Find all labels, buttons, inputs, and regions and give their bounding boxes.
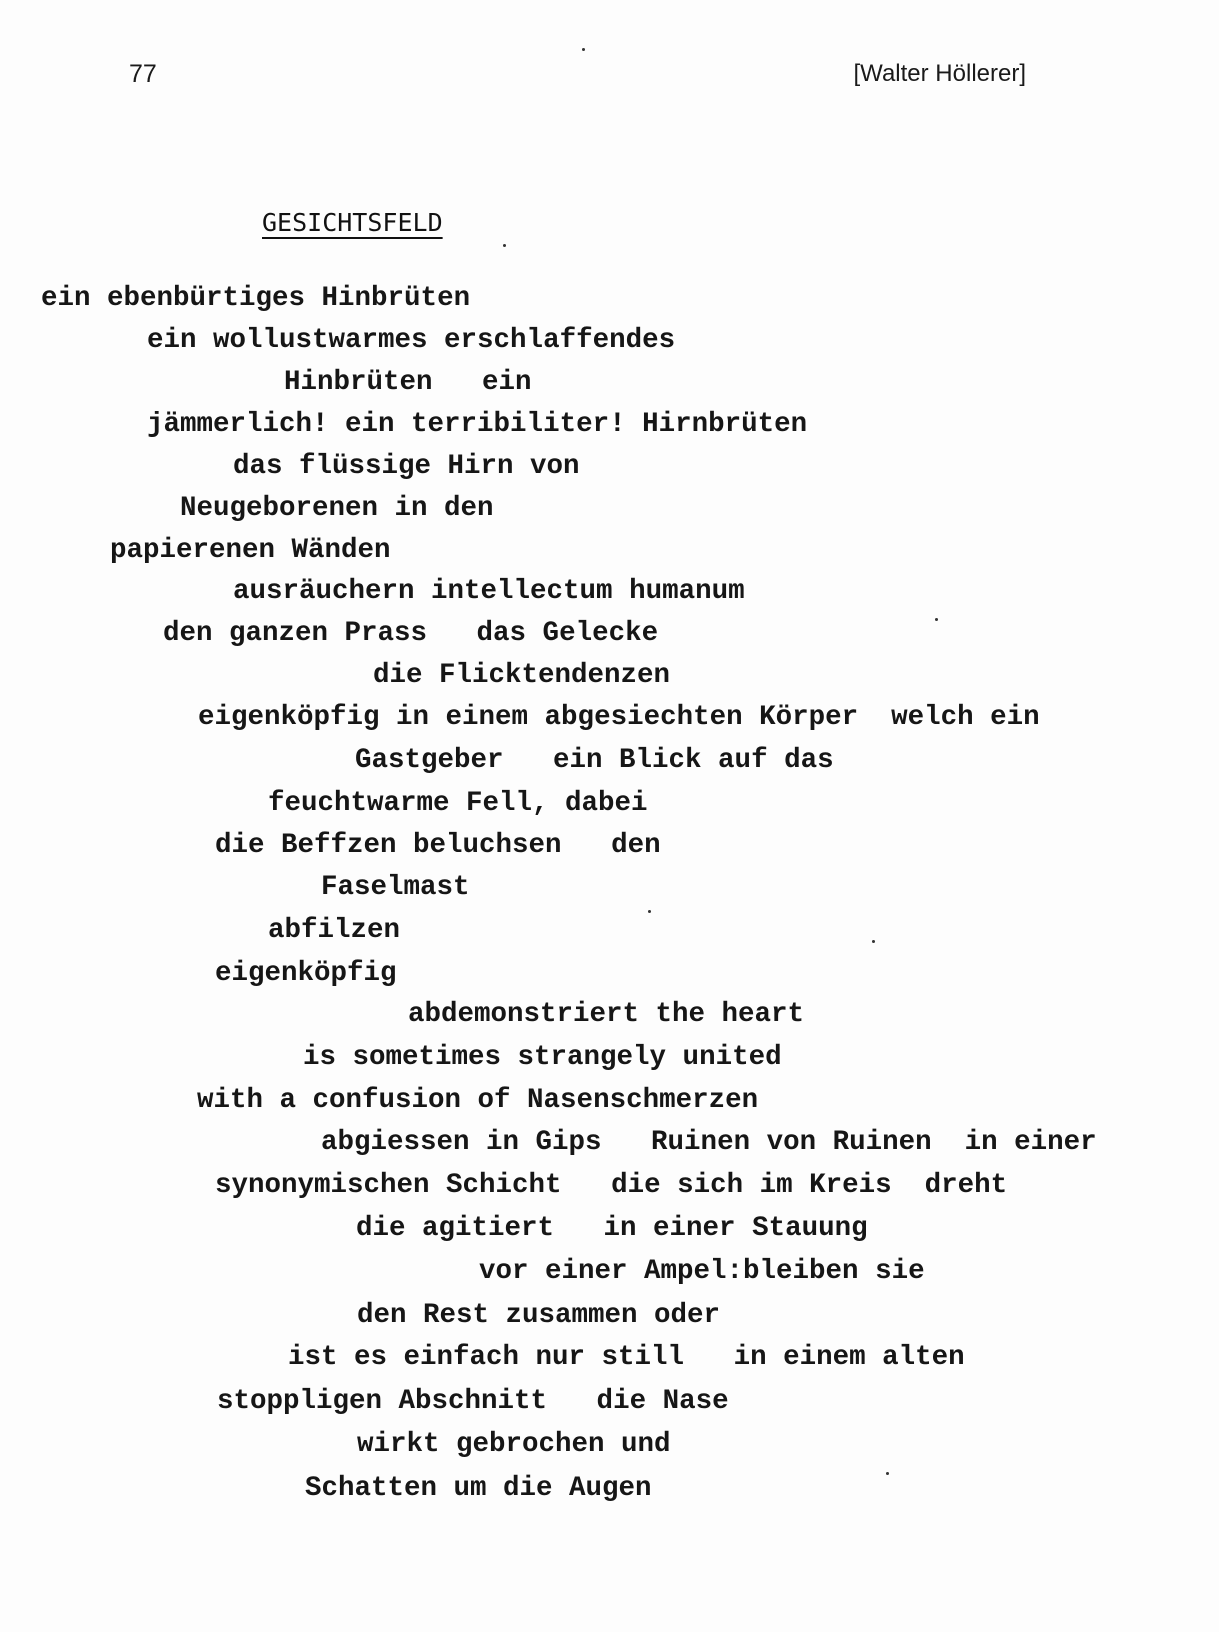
verse-line: das flüssige Hirn von xyxy=(233,451,580,482)
verse-line: die agitiert in einer Stauung xyxy=(356,1213,868,1244)
verse-line: is sometimes strangely united xyxy=(303,1042,782,1073)
verse-line: Hinbrüten ein xyxy=(284,367,532,398)
scan-speck xyxy=(886,1472,889,1475)
verse-line: die Beffzen beluchsen den xyxy=(215,830,661,861)
verse-line: den Rest zusammen oder xyxy=(357,1300,721,1331)
verse-line: ist es einfach nur still in einem alten xyxy=(288,1342,965,1373)
verse-line: wirkt gebrochen und xyxy=(357,1429,671,1460)
poem-title: GESICHTSFELD xyxy=(262,208,443,237)
verse-line: die Flicktendenzen xyxy=(373,660,671,691)
verse-line: jämmerlich! ein terribiliter! Hirnbrüten xyxy=(147,409,808,440)
verse-line: eigenköpfig in einem abgesiechten Körper welch ein xyxy=(198,702,1040,733)
verse-line: Gastgeber ein Blick auf das xyxy=(355,745,834,776)
scan-speck xyxy=(935,618,938,621)
scan-speck xyxy=(503,244,506,247)
verse-line: ein ebenbürtiges Hinbrüten xyxy=(41,283,471,314)
verse-line: with a confusion of Nasenschmerzen xyxy=(197,1085,759,1116)
verse-line: abdemonstriert the heart xyxy=(408,999,805,1030)
verse-line: stoppligen Abschnitt die Nase xyxy=(217,1386,729,1417)
verse-line: papierenen Wänden xyxy=(110,535,391,566)
verse-line: ein wollustwarmes erschlaffendes xyxy=(147,325,676,356)
verse-line: vor einer Ampel:bleiben sie xyxy=(479,1256,925,1287)
verse-line: Schatten um die Augen xyxy=(305,1473,652,1504)
scan-speck xyxy=(648,910,651,913)
page-number: 77 xyxy=(129,60,157,88)
verse-line: synonymischen Schicht die sich im Kreis dreht xyxy=(215,1170,1008,1201)
verse-line: den ganzen Prass das Gelecke xyxy=(163,618,659,649)
running-head-author: [Walter Höllerer] xyxy=(853,60,1026,87)
verse-line: ausräuchern intellectum humanum xyxy=(233,576,745,607)
verse-line: feuchtwarme Fell, dabei xyxy=(268,788,648,819)
scan-speck xyxy=(872,940,875,943)
verse-line: eigenköpfig xyxy=(215,958,397,989)
verse-line: abfilzen xyxy=(268,915,401,946)
verse-line: abgiessen in Gips Ruinen von Ruinen in einer xyxy=(321,1127,1097,1158)
verse-line: Neugeborenen in den xyxy=(180,493,494,524)
scan-speck xyxy=(582,48,585,51)
verse-line: Faselmast xyxy=(321,872,470,903)
